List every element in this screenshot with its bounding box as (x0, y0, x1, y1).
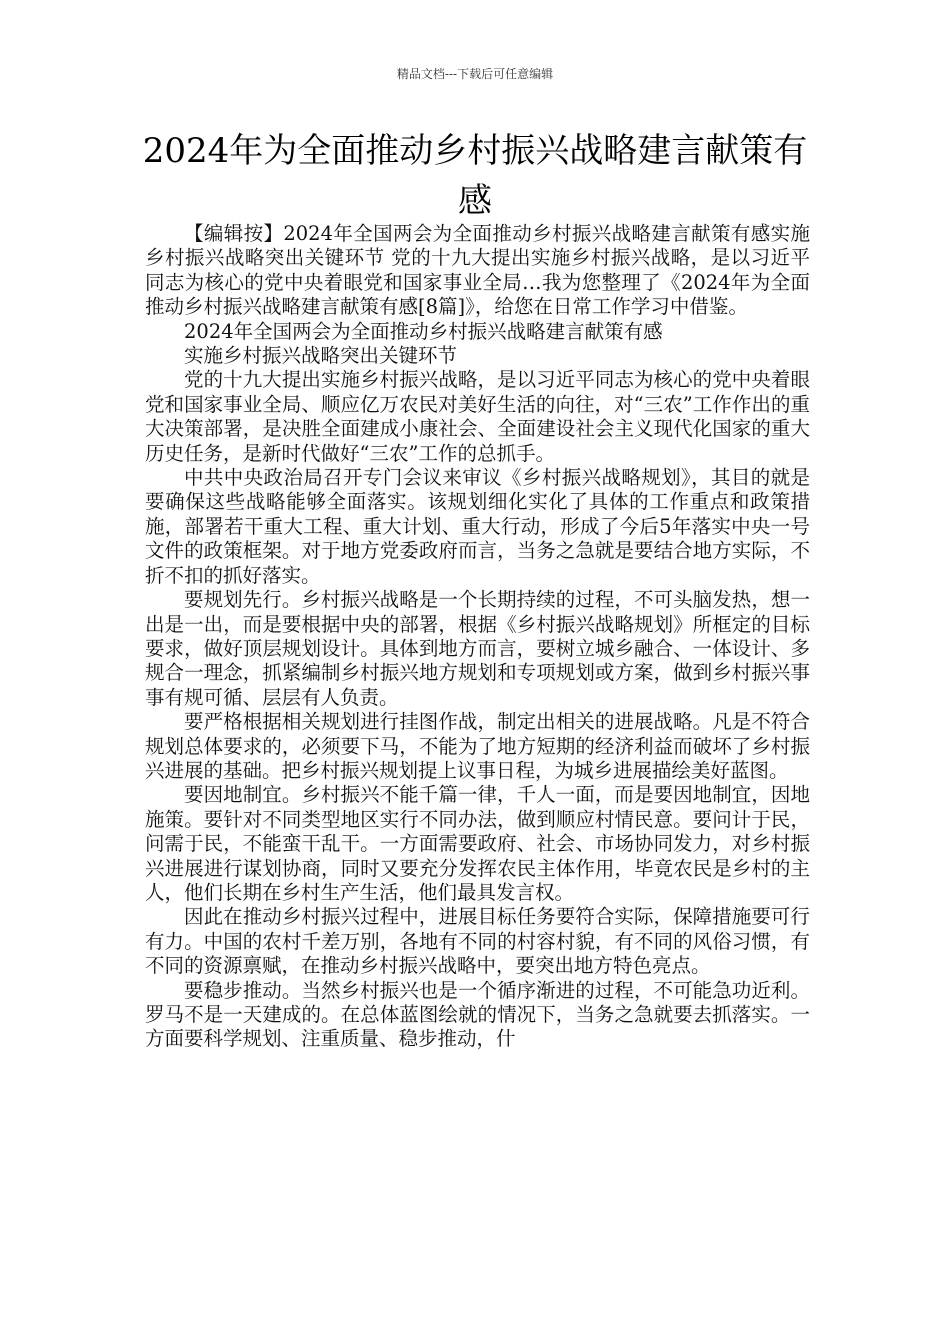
document-body (145, 222, 810, 1052)
subheading-line: 2024年全国两会为全面推动乡村振兴战略建言献策有感 (184, 319, 663, 343)
page-header-note: 精品文档---下载后可任意编辑 (396, 67, 554, 81)
body-paragraph: 中共中央政治局召开专门会议来审议《乡村振兴战略规划》，其目的就是要确保这些战略能够全面落实。该规划细化实化了具体的工作重点和政策措施，部署若干重大工程、重大计划、重大行动，形成了今后5年落实中央一号文件的政策框架。对于地方党委政府而言，当务之急就是要结合地方实际，不折不扣的抓好落实。 (145, 466, 810, 587)
body-paragraph: 要因地制宜。乡村振兴不能千篇一律，千人一面，而是要因地制宜，因地施策。要针对不同类型地区实行不同办法，做到顺应村情民意。要问计于民，问需于民，不能蛮干乱干。一方面需要政府、社会、市场协同发力，对乡村振兴进展进行谋划协商，同时又要充分发挥农民主体作用，毕竟农民是乡村的主人，他们长期在乡村生产生活，他们最具发言权。 (145, 783, 810, 904)
section-heading: 实施乡村振兴战略突出关键环节 (184, 344, 458, 368)
body-paragraph: 要规划先行。乡村振兴战略是一个长期持续的过程，不可头脑发热，想一出是一出，而是要根据中央的部署，根据《乡村振兴战略规划》所框定的目标要求，做好顶层规划设计。具体到地方而言，要树立城乡融合、一体设计、多规合一理念，抓紧编制乡村振兴地方规划和专项规划或方案，做到乡村振兴事事有规可循、层层有人负责。 (145, 588, 810, 709)
editor-note-paragraph: 【编辑按】2024年全国两会为全面推动乡村振兴战略建言献策有感实施乡村振兴战略突出关键环节 党的十九大提出实施乡村振兴战略，是以习近平同志为核心的党中央着眼党和国家事业全局…我为您整理了《2024年为全面推动乡村振兴战略建言献策有感[8篇]》，给您在日常工作学习中借鉴。 (145, 222, 810, 319)
body-paragraph: 因此在推动乡村振兴过程中，进展目标任务要符合实际，保障措施要可行有力。中国的农村千差万别，各地有不同的村容村貌，有不同的风俗习惯，有不同的资源禀赋，在推动乡村振兴战略中，要突出地方特色亮点。 (145, 905, 810, 978)
body-paragraph: 要严格根据相关规划进行挂图作战，制定出相关的进展战略。凡是不符合规划总体要求的，必须要下马，不能为了地方短期的经济利益而破坏了乡村振兴进展的基础。把乡村振兴规划提上议事日程，为城乡进展描绘美好蓝图。 (145, 710, 810, 782)
body-paragraph: 党的十九大提出实施乡村振兴战略，是以习近平同志为核心的党中央着眼党和国家事业全局、顺应亿万农民对美好生活的向往，对“三农”工作作出的重大决策部署，是决胜全面建成小康社会、全面建设社会主义现代化国家的重大历史任务，是新时代做好“三农”工作的总抓手。 (145, 368, 810, 465)
body-paragraph: 要稳步推动。当然乡村振兴也是一个循序渐进的过程，不可能急功近利。罗马不是一天建成的。在总体蓝图绘就的情况下，当务之急就要去抓落实。一方面要科学规划、注重质量、稳步推动，什 (145, 978, 810, 1051)
document-title: 2024年为全面推动乡村振兴战略建言献策有感 (142, 131, 808, 221)
